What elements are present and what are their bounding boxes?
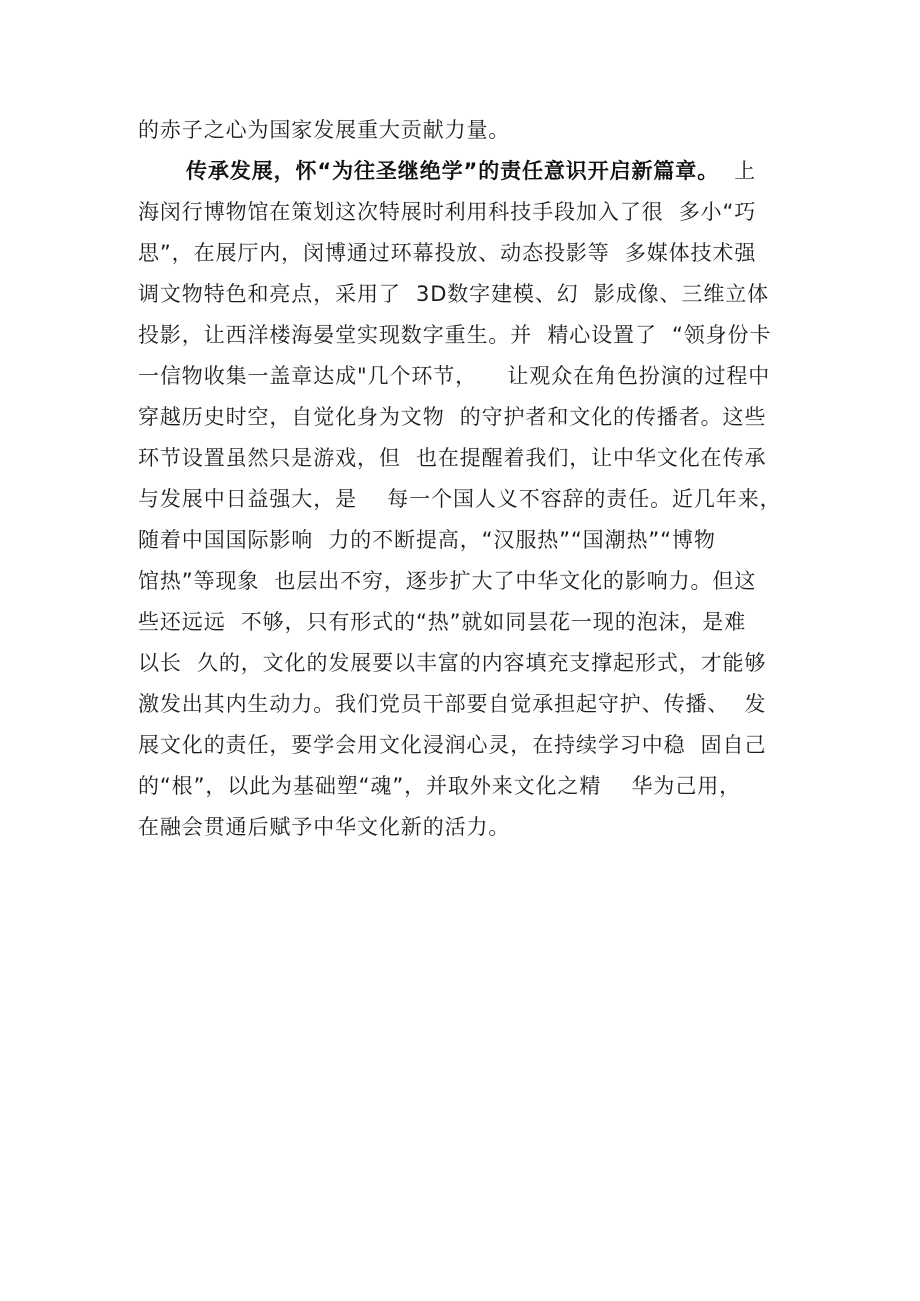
bold-lead-sentence: 传承发展，怀“为往圣继绝学”的责任意识开启新篇章。: [186, 159, 720, 183]
lead-tail-text: 上: [734, 159, 757, 183]
text-line-10: 与发展中日益强大，是 每一个国人义不容辞的责任。近几年来，: [138, 487, 782, 511]
text-line-16: 展文化的责任，要学会用文化浸润心灵，在持续学习中稳 固自己: [138, 733, 767, 757]
text-line-15: 激发出其内生动力。我们党员干部要自觉承担起守护、传播、 发: [138, 692, 767, 716]
text-line-4: 思”，在展厅内，闵博通过环幕投放、动态投影等 多媒体技术强: [138, 241, 757, 265]
text-line-1: 的赤子之心为国家发展重大贡献力量。: [138, 118, 511, 142]
text-line-14: 以长 久的，文化的发展要以丰富的内容填充支撑起形式，才能够: [138, 651, 767, 675]
text-line-7: 一信物收集一盖章达成"几个环节， 让观众在角色扮演的过程中: [138, 364, 771, 388]
text-line-17: 的“根”，以此为基础塑“魂”，并取外来文化之精 华为己用，: [138, 774, 742, 798]
text-line-6: 投影，让西洋楼海晏堂实现数字重生。并 精心设置了 “领身份卡: [138, 323, 772, 347]
text-line-12: 馆热”等现象 也层出不穷，逐步扩大了中华文化的影响力。但这: [138, 569, 757, 593]
text-line-9: 环节设置虽然只是游戏，但 也在提醒着我们，让中华文化在传承: [138, 446, 767, 470]
text-line-3: 海闵行博物馆在策划这次特展时利用科技手段加入了很 多小“巧: [138, 200, 757, 224]
text-line-13: 些还远远 不够，只有形式的“热”就如同昙花一现的泡沫，是难: [138, 610, 747, 634]
text-line-11: 随着中国国际影响 力的不断提高，“汉服热”“国潮热”“博物: [138, 528, 716, 552]
text-line-18: 在融会贯通后赋予中华文化新的活力。: [138, 815, 511, 839]
text-line-5: 调文物特色和亮点，采用了 3D数字建模、幻 影成像、三维立体: [138, 282, 770, 306]
text-line-8: 穿越历史时空，自觉化身为文物 的守护者和文化的传播者。这些: [138, 405, 767, 429]
paragraph-heading-line: [138, 151, 798, 192]
body-text: [138, 110, 798, 848]
